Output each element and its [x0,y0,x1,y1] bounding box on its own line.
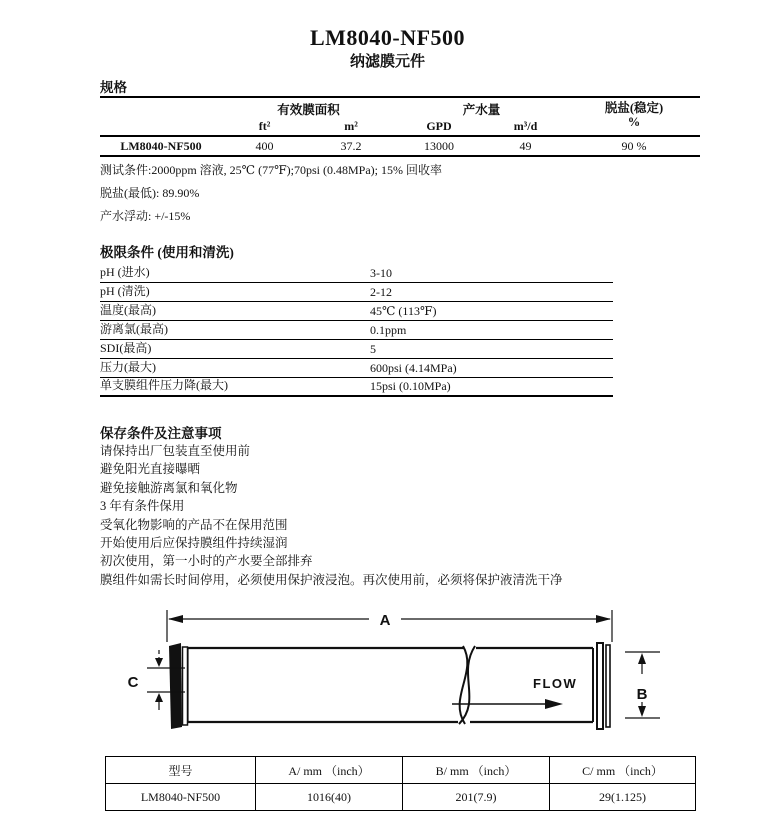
limit-value: 15psi (0.10MPa) [370,379,451,393]
page-subtitle: 纳滤膜元件 [349,54,425,70]
storage-note: 开始使用后应保持膜组件持续湿润 [100,536,288,551]
storage-note: 请保持出厂包装直至使用前 [100,444,251,458]
page-title: LM8040-NF500 [309,25,466,50]
dim-b-label: B [636,686,648,703]
limit-row-ph-feed [100,264,613,283]
limit-label: 压力(最大) [100,360,156,374]
storage-notes-list [100,442,700,589]
dims-value-c: 29(1.125) [550,784,696,811]
limit-label: 游离氯(最高) [100,322,168,336]
dims-header-a: A/ mm （inch） [256,757,403,784]
spec-unit-m2: m² [344,119,358,133]
storage-note: 避免阳光直接曝晒 [100,462,201,477]
right-end-ring-outer [606,645,610,727]
dim-c-arrowhead-down [155,658,163,667]
dim-a-arrowhead-left [168,615,183,623]
dimensions-table [105,756,696,811]
storage-note: 膜组件如需长时间停用，必须使用保护液浸泡。再次使用前，必须将保护液清洗干净 [100,572,563,587]
limit-value: 600psi (4.14MPa) [370,361,457,375]
dims-header-b: B/ mm （inch） [403,757,550,784]
storage-note: 避免接触游离氯和氧化物 [100,480,238,495]
dim-b-arrowhead-down [638,706,646,717]
spec-unit-gpd: GPD [426,119,452,133]
storage-note: 受氧化物影响的产品不在保用范围 [100,517,288,532]
spec-value-area-ft2: 400 [222,135,307,155]
storage-note: 3 年有条件保用 [100,499,185,514]
spec-unit-spacer [100,119,222,135]
limit-value: 2-12 [370,285,392,299]
dimensions-table-data-row [106,784,696,811]
storage-note: 初次使用，第一小时的产水要全部排弃 [100,554,313,569]
specs-heading: 规格 [100,80,127,95]
limit-value: 45℃ (113℉) [370,304,437,318]
dim-b-arrowhead-up [638,653,646,664]
flow-label: FLOW [533,676,578,691]
dimensions-table-header-row [106,757,696,784]
limits-heading: 极限条件 (使用和清洗) [100,245,234,260]
min-rejection-note: 脱盐(最低): 89.90% [100,186,200,200]
spec-header-spacer [100,98,222,119]
dims-value-model: LM8040-NF500 [106,784,256,811]
spec-value-area-m2: 37.2 [307,135,395,155]
rejection-group-label: 脱盐(稳定) [604,101,664,115]
spec-value-rejection: 90 % [568,135,700,155]
storage-heading: 保存条件及注意事项 [100,426,222,441]
limit-label: 温度(最高) [100,303,156,317]
dim-c-arrowhead-up [155,693,163,702]
dim-a-arrowhead-right [596,615,611,623]
limit-label: SDI(最高) [100,341,152,355]
limits-table [100,264,613,397]
dims-header-model: 型号 [106,757,256,784]
dim-a-label: A [379,612,391,629]
spec-unit-ft2: ft² [258,119,271,133]
spec-header-flow-group: 产水量 [462,102,501,117]
dim-c-label: C [127,674,139,691]
limit-row-pressure-drop [100,378,613,397]
membrane-element-diagram [95,606,705,758]
left-end-plate [183,647,188,725]
limit-row-sdi [100,340,613,359]
dims-value-a: 1016(40) [256,784,403,811]
dims-value-b: 201(7.9) [403,784,550,811]
spec-unit-m3d: m³/d [513,119,538,133]
limit-row-temperature [100,302,613,321]
rejection-unit-label: % [627,115,641,129]
limit-row-ph-cleaning [100,283,613,302]
spec-value-flow-m3d: 49 [483,135,568,155]
right-end-ring-inner [597,643,603,729]
spec-value-model: LM8040-NF500 [100,135,222,155]
limit-label: pH (清洗) [100,284,150,298]
left-end-cap [169,643,182,729]
spec-header-rejection-group [568,98,700,135]
limit-value: 0.1ppm [370,323,407,337]
spec-header-area-group: 有效膜面积 [277,102,340,117]
flow-arrowhead [545,699,563,709]
limit-value: 5 [370,342,376,356]
limit-label: pH (进水) [100,265,150,279]
limit-value: 3-10 [370,266,392,280]
specs-table [100,96,700,157]
limit-label: 单支膜组件压力降(最大) [100,378,228,392]
test-condition-note: 测试条件:2000ppm 溶液, 25℃ (77℉);70psi (0.48MPa); 15% 回收率 [100,163,442,177]
dims-header-c: C/ mm （inch） [550,757,696,784]
flow-variation-note: 产水浮动: +/-15% [100,209,191,223]
limit-row-free-chlorine [100,321,613,340]
spec-value-flow-gpd: 13000 [395,135,483,155]
